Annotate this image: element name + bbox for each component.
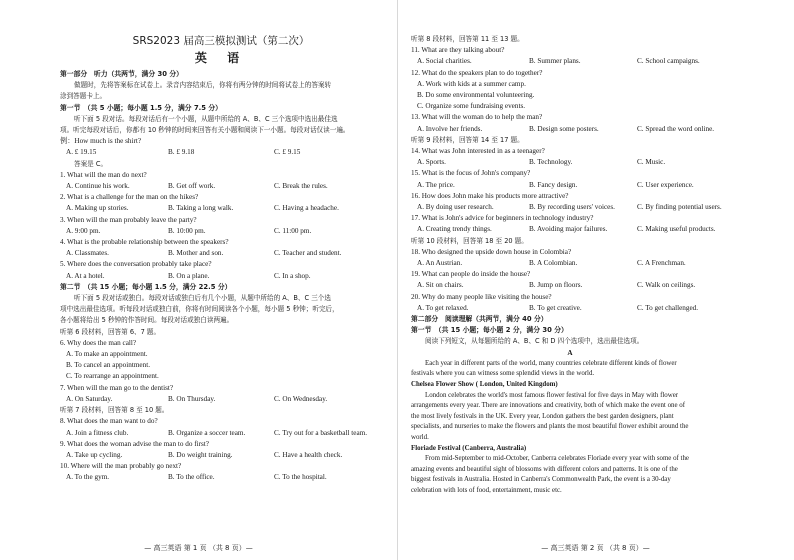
option-c: C. £ 9.15 — [274, 148, 301, 157]
option-a: A. Making up stories. — [66, 204, 129, 213]
option-c: C. Have a health check. — [274, 450, 343, 459]
listening-material-7: 听第 7 段材料，回答第 8 至 10 题。 — [60, 406, 169, 415]
question-block — [411, 269, 729, 291]
section2-intro-line1: 听下面 5 段对话或独白。每段对话或独白后有几个小题，从题中所给的 A、B、C 三个选 — [74, 294, 331, 303]
festival-heading: Floriade Festival (Canberra, Australia) — [411, 444, 527, 452]
example-question: 例：How much is the shirt? — [60, 137, 142, 146]
option-a: A. To the gym. — [66, 473, 110, 482]
option-c: C. Walk on ceilings. — [637, 281, 696, 290]
option-b: B. Fancy design. — [529, 180, 578, 189]
option-b: B. Mother and son. — [168, 249, 224, 258]
option-b: B. To cancel an appointment. — [66, 361, 150, 370]
option-a: A. At a hotel. — [66, 271, 105, 280]
question-block — [60, 259, 382, 281]
option-a: A. Take up cycling. — [66, 450, 123, 459]
example-options — [60, 147, 382, 158]
question-block — [60, 170, 382, 192]
option-b: B. £ 9.18 — [168, 148, 195, 157]
question: 15. What is the focus of John's company? — [411, 169, 531, 178]
question: 8. What does the man want to do? — [60, 417, 158, 426]
question-options — [60, 450, 382, 461]
question-block — [411, 45, 729, 67]
passage-line: amazing events and beautiful sight of blossoms with different colors and patterns. It is one of the — [411, 465, 678, 473]
reading-passage-a — [411, 359, 729, 497]
option-c: C. By finding potential users. — [637, 203, 722, 212]
option-b: B. Avoiding major failures. — [529, 225, 608, 234]
question-options — [60, 428, 382, 439]
question-options — [411, 280, 729, 291]
section1-title: 第一节 （共 5 小题；每小题 1.5 分，满分 7.5 分） — [60, 103, 222, 112]
listening-material-8: 听第 8 段材料，回答第 11 至 13 题。 — [411, 35, 524, 43]
part2-section1-title: 第一节 （共 15 小题；每小题 2 分，满分 30 分） — [411, 326, 568, 335]
option-c: C. In a shop. — [274, 271, 311, 280]
listening-material-10: 听第 10 段材料，回答第 18 至 20 题。 — [411, 236, 528, 245]
option-b: B. Summer plans. — [529, 57, 581, 66]
part2-title: 第二部分 阅读理解（共两节，满分 40 分） — [411, 315, 548, 324]
question: 12. What do the speakers plan to do together? — [411, 68, 543, 77]
question-options — [411, 202, 729, 213]
question-options — [60, 472, 382, 483]
question-block — [60, 192, 382, 214]
question: 10. Where will the man probably go next? — [60, 462, 182, 471]
passage-line: arrangements every year. There are innovations and creativity, both of which make the event one of — [411, 402, 685, 410]
option-c: C. Music. — [637, 158, 666, 167]
option-b: B. A Colombian. — [529, 259, 578, 268]
question: 9. What does the woman advise the man to do first? — [60, 439, 209, 448]
question-options — [60, 394, 382, 405]
option-c: C. Spread the word online. — [637, 124, 715, 133]
option-b: B. By recording users' voices. — [529, 203, 615, 212]
question-block — [411, 146, 729, 168]
festival-heading: Chelsea Flower Show ( London, United Kingdom) — [411, 381, 558, 389]
option-a: A. The price. — [417, 180, 455, 189]
question: 5. Where does the conversation probably take place? — [60, 260, 212, 269]
question-block — [411, 247, 729, 269]
question: 19. What can people do inside the house? — [411, 270, 531, 279]
passage-line: Each year in different parts of the world, many countries celebrate different kinds of flower — [425, 359, 677, 367]
option-c: C. School campaigns. — [637, 57, 700, 66]
question-block — [60, 439, 382, 461]
question-options — [411, 157, 729, 168]
option-a: A. Social charities. — [417, 57, 472, 66]
question: 4. What is the probable relationship between the speakers? — [60, 238, 229, 247]
option-c: C. Making useful products. — [637, 225, 716, 234]
section2-title: 第二节 （共 15 小题；每小题 1.5 分，满分 22.5 分） — [60, 282, 232, 291]
question-block — [411, 112, 729, 134]
option-b: B. Technology. — [529, 158, 573, 167]
question-options — [411, 224, 729, 235]
option-a: A. Join a fitness club. — [66, 428, 129, 437]
exam-page-2 — [397, 0, 794, 560]
passage-label: A — [567, 348, 573, 357]
option-a: A. £ 19.15 — [66, 148, 97, 157]
passage-line: world. — [411, 434, 429, 442]
section1-intro-line1: 听下面 5 段对话。每段对话后有一个小题，从题中所给的 A、B、C 三个选项中选出最佳选 — [74, 114, 338, 123]
page-footer: — 高三英语 第 1 页 （共 8 页）— — [144, 543, 253, 552]
option-c: C. Try out for a basketball team. — [274, 428, 368, 437]
question-options — [60, 226, 382, 237]
passage-line: From mid-September to mid-October, Canberra celebrates Floriade every year with some of the — [425, 455, 689, 463]
page-footer: — 高三英语 第 2 页 （共 8 页）— — [541, 543, 650, 552]
listening-material-9: 听第 9 段材料，回答第 14 至 17 题。 — [411, 135, 524, 144]
question-options — [411, 303, 729, 314]
question-options — [60, 181, 382, 192]
option-a: A. By doing user research. — [417, 203, 494, 212]
question-block — [60, 383, 382, 405]
option-a: A. An Austrian. — [417, 259, 463, 268]
passage-line: London celebrates the world's most famous flower festival for five days in May with flower — [425, 391, 679, 399]
option-b: B. On Thursday. — [168, 394, 216, 403]
option-c: C. 11:00 pm. — [274, 226, 312, 235]
option-a: A. To make an appointment. — [66, 350, 148, 359]
question-options — [60, 248, 382, 259]
question: 3. When will the man probably leave the party? — [60, 215, 197, 224]
question: 6. Why does the man call? — [60, 338, 137, 347]
question-options — [411, 258, 729, 269]
option-c: C. To get challenged. — [637, 303, 699, 312]
question-options — [411, 124, 729, 135]
part1-title: 第一部分 听力（共两节，满分 30 分） — [60, 70, 183, 78]
part2-section1-intro: 阅读下列短文，从每题所给的 A、B、C 和 D 四个选项中，选出最佳选项。 — [425, 337, 644, 346]
option-b: B. Get off work. — [168, 182, 216, 191]
option-b: B. To the office. — [168, 473, 215, 482]
passage-line: festivals where you can witness some splendid views in the world. — [411, 370, 595, 378]
question-block — [60, 416, 382, 438]
option-b: B. 10:00 pm. — [168, 226, 206, 235]
passage-line: specialists, and nurseries to make the flowers and plants the most beautiful flower exhibit around the — [411, 423, 689, 431]
option-c: C. Organize some fundraising events. — [417, 102, 526, 111]
question-block — [60, 215, 382, 237]
option-c: C. Having a headache. — [274, 204, 339, 213]
question: 11. What are they talking about? — [411, 46, 505, 55]
option-c: C. User experience. — [637, 180, 694, 189]
option-c: C. Teacher and student. — [274, 249, 342, 258]
question-block — [60, 237, 382, 259]
option-a: A. 9:00 pm. — [66, 226, 101, 235]
question-options — [60, 203, 382, 214]
option-c: C. Break the rules. — [274, 182, 328, 191]
option-b: B. Do weight training. — [168, 450, 233, 459]
option-c: C. To the hospital. — [274, 473, 327, 482]
question: 18. Who designed the upside down house in Colombia? — [411, 247, 572, 256]
question: 14. What was John interested in as a teenager? — [411, 147, 545, 156]
option-a: A. Sit on chairs. — [417, 281, 464, 290]
section2-intro-line3: 各小题将给出 5 秒钟的作答时间。每段对话或独白读两遍。 — [60, 316, 234, 325]
passage-line: celebration with lots of food, entertainment, music etc. — [411, 487, 562, 495]
question-block — [60, 461, 382, 483]
section1-intro-line2: 项。听完每段对话后，你都有 10 秒钟的时间来回答有关小题和阅读下一小题。每段对话仅读一遍。 — [60, 126, 350, 135]
exam-title: SRS2023 届高三模拟测试（第二次） — [132, 35, 310, 47]
question-block — [411, 292, 729, 314]
section2-intro-line2: 项中选出最佳选项。听每段对话或独白前，你将有时间阅读各个小题，每小题 5 秒钟；听完后， — [60, 305, 339, 314]
option-c: C. On Wednesday. — [274, 394, 328, 403]
question-block — [411, 191, 729, 213]
example-answer: 答案是 C。 — [74, 159, 108, 168]
passage-line: biggest festivals in Australia. Hosted in Canberra's Commonwealth Park, the event is a 30-day — [411, 476, 671, 484]
question: 16. How does John make his products more attractive? — [411, 191, 569, 200]
option-b: B. Organize a soccer team. — [168, 428, 246, 437]
exam-subject: 英 语 — [194, 51, 248, 65]
option-a: A. Classmates. — [66, 249, 109, 258]
question: 13. What will the woman do to help the man? — [411, 113, 543, 122]
question-options — [60, 271, 382, 282]
passage-line: the most lively festivals in the UK. Every year, London gathers the best garden designers, plant — [411, 412, 674, 420]
option-a: A. Work with kids at a summer camp. — [417, 79, 526, 88]
option-a: A. Creating trendy things. — [417, 225, 492, 234]
option-b: B. Taking a long walk. — [168, 204, 234, 213]
question-options — [411, 56, 729, 67]
option-c: C. To rearrange an appointment. — [66, 372, 159, 381]
question-block — [411, 213, 729, 235]
question-block — [411, 168, 729, 190]
question: 7. When will the man go to the dentist? — [60, 383, 174, 392]
option-a: A. To get relaxed. — [417, 303, 469, 312]
question: 17. What is John's advice for beginners in technology industry? — [411, 214, 594, 223]
question: 1. What will the man do next? — [60, 170, 147, 179]
listening-material-6: 听第 6 段材料，回答第 6、7 题。 — [60, 327, 161, 336]
part1-intro-line1: 做题时，先将答案标在试卷上。录音内容结束后，你将有两分钟的时间将试卷上的答案转 — [74, 81, 332, 90]
option-b: B. Design some posters. — [529, 124, 599, 133]
option-b: B. To get creative. — [529, 303, 582, 312]
option-a: A. On Saturday. — [66, 394, 113, 403]
option-c: C. A Frenchman. — [637, 259, 686, 268]
part1-intro-line2: 涂到答题卡上。 — [60, 92, 107, 101]
question: 2. What is a challenge for the man on the hikes? — [60, 193, 199, 202]
option-b: B. On a plane. — [168, 271, 210, 280]
option-a: A. Continue his work. — [66, 182, 130, 191]
question: 20. Why do many people like visiting the house? — [411, 292, 552, 301]
option-a: A. Sports. — [417, 158, 446, 167]
option-b: B. Do some environmental volunteering. — [417, 91, 535, 100]
option-a: A. Involve her friends. — [417, 124, 483, 133]
question-options — [411, 180, 729, 191]
option-b: B. Jump on floors. — [529, 281, 583, 290]
